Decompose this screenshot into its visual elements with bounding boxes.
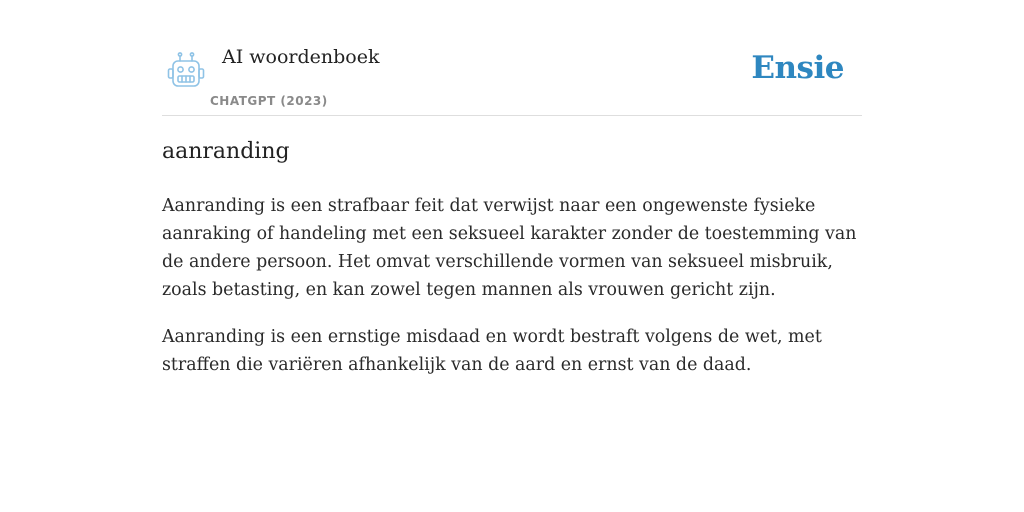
definition-paragraph: Aanranding is een ernstige misdaad en wordt bestraft volgens de wet, met straffen die variëren afhankelijk van de aard en ernst van de daad. [162,327,822,375]
ensie-logo-link[interactable]: Ensie [751,50,844,86]
dictionary-entry-card [162,0,862,375]
dictionary-title[interactable]: AI woordenboek [222,46,380,68]
entry-header [162,0,862,116]
entry-term: aanranding [162,139,290,164]
entry-definition [162,192,862,398]
definition-paragraph: Aanranding is een strafbaar feit dat verwijst naar een ongewenste fysieke aanraking of handeling met een seksueel karakter zonder de toestemming van de andere persoon. Het omvat verschillende vormen van seksueel misbruik, zoals betasting, en kan zowel tegen mannen als vrouwen gericht zijn. [162,196,857,300]
robot-icon [166,50,206,90]
source-label: CHATGPT (2023) [210,94,328,108]
